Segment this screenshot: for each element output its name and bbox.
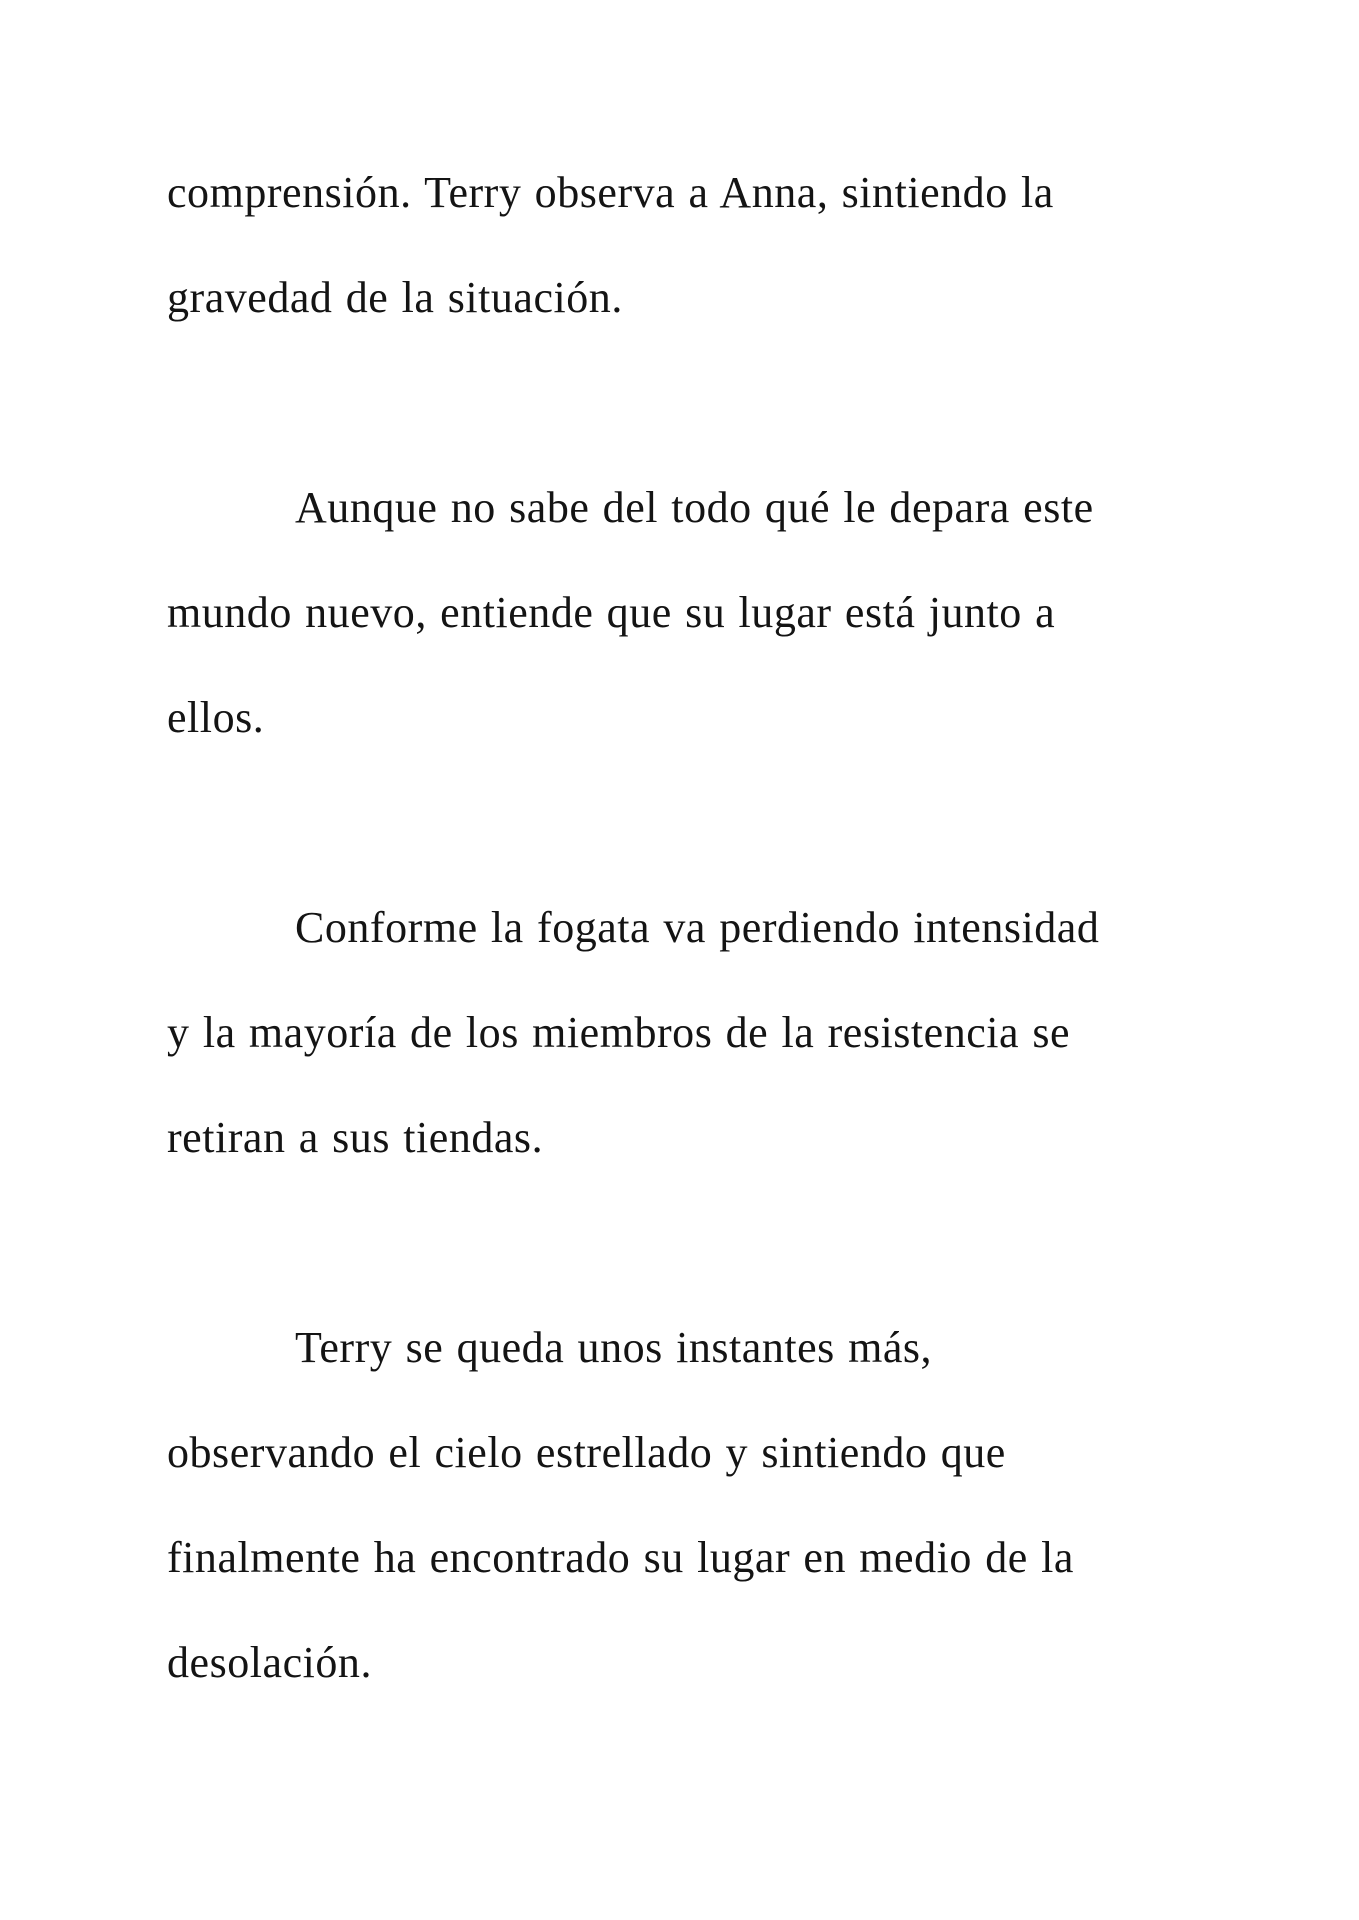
- text-line: ellos.: [167, 693, 265, 742]
- paragraph: [167, 1295, 1192, 1715]
- text-line: mundo nuevo, entiende que su lugar está junto a: [167, 588, 1056, 637]
- text-line: finalmente ha encontrado su lugar en medio de la: [167, 1533, 1074, 1582]
- text-line: gravedad de la situación.: [167, 273, 623, 322]
- text-line: y la mayoría de los miembros de la resistencia se: [167, 1008, 1071, 1057]
- text-line: Terry se queda unos instantes más,: [295, 1323, 933, 1372]
- paragraph: [167, 140, 1192, 350]
- text-line: retiran a sus tiendas.: [167, 1113, 544, 1162]
- paragraph: [167, 455, 1192, 770]
- paragraph: [167, 875, 1192, 1190]
- page-text: [167, 140, 1192, 1715]
- text-line: observando el cielo estrellado y sintiendo que: [167, 1428, 1006, 1477]
- text-line: desolación.: [167, 1638, 372, 1687]
- text-line: Aunque no sabe del todo qué le depara este: [295, 483, 1094, 532]
- text-line: Conforme la fogata va perdiendo intensidad: [295, 903, 1100, 952]
- text-line: comprensión. Terry observa a Anna, sintiendo la: [167, 168, 1054, 217]
